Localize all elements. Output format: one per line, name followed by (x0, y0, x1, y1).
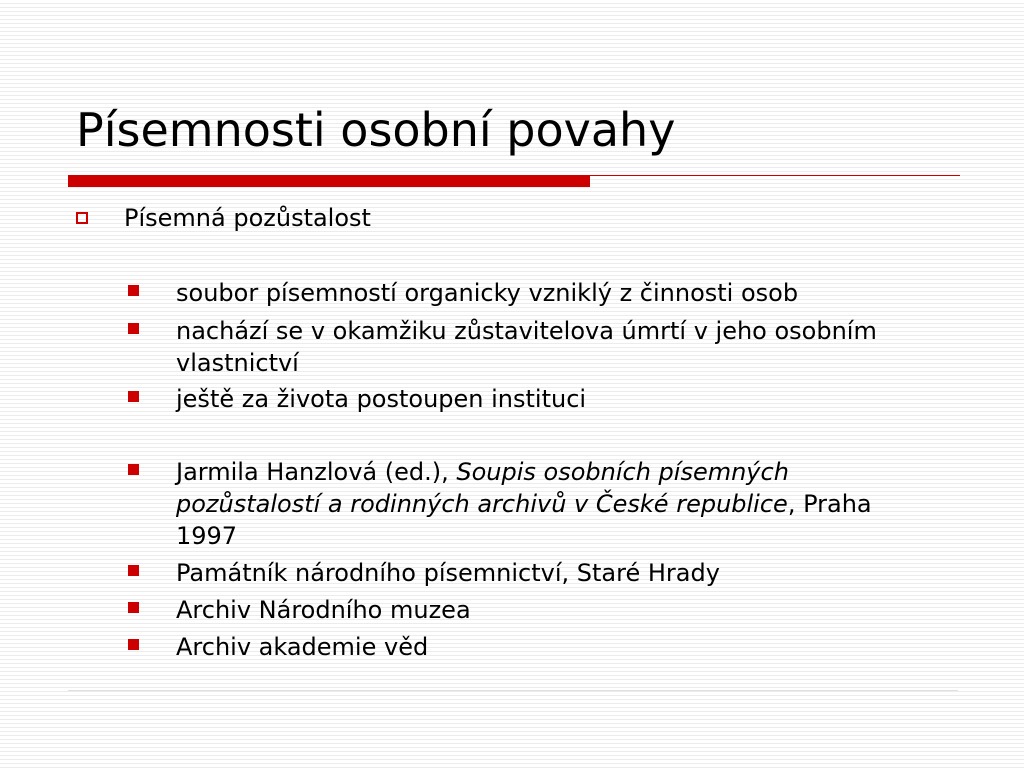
title-underline-thin (590, 175, 960, 176)
list-item (128, 631, 928, 663)
institution-text: Archiv akademie věd (176, 633, 429, 661)
list-item (128, 594, 928, 626)
citation-work-title: Soupis osobních písemných pozůstalostí a rodinných archivů v České republice (176, 458, 789, 518)
heading-item (76, 203, 371, 233)
heading-text: Písemná pozůstalost (124, 204, 371, 232)
bullet-text: soubor písemností organicky vzniklý z činnosti osob (176, 279, 799, 307)
list-item (128, 383, 928, 415)
square-bullet-icon (128, 602, 139, 613)
list-item (128, 557, 928, 589)
bullet-text: ještě za života postoupen instituci (176, 385, 587, 413)
square-bullet-icon (128, 285, 139, 296)
title-underline-thick (68, 175, 590, 187)
citation-text (176, 456, 921, 552)
institution-text: Archiv Národního muzea (176, 596, 471, 624)
square-bullet-icon (128, 323, 139, 334)
slide-title: Písemnosti osobní povahy (76, 103, 676, 157)
institution-text: Památník národního písemnictví, Staré Hrady (176, 559, 720, 587)
citation-author: Jarmila Hanzlová (ed.), (176, 458, 457, 486)
footer-divider (68, 690, 958, 691)
hollow-square-bullet-icon (76, 212, 88, 224)
list-item (128, 315, 928, 379)
square-bullet-icon (128, 391, 139, 402)
square-bullet-icon (128, 565, 139, 576)
citation-item (128, 456, 928, 552)
citation-place-year: , Praha 1997 (176, 490, 872, 550)
bullet-text: nachází se v okamžiku zůstavitelova úmrtí v jeho osobním vlastnictví (176, 317, 877, 377)
list-item (128, 277, 928, 309)
square-bullet-icon (128, 639, 139, 650)
square-bullet-icon (128, 464, 139, 475)
